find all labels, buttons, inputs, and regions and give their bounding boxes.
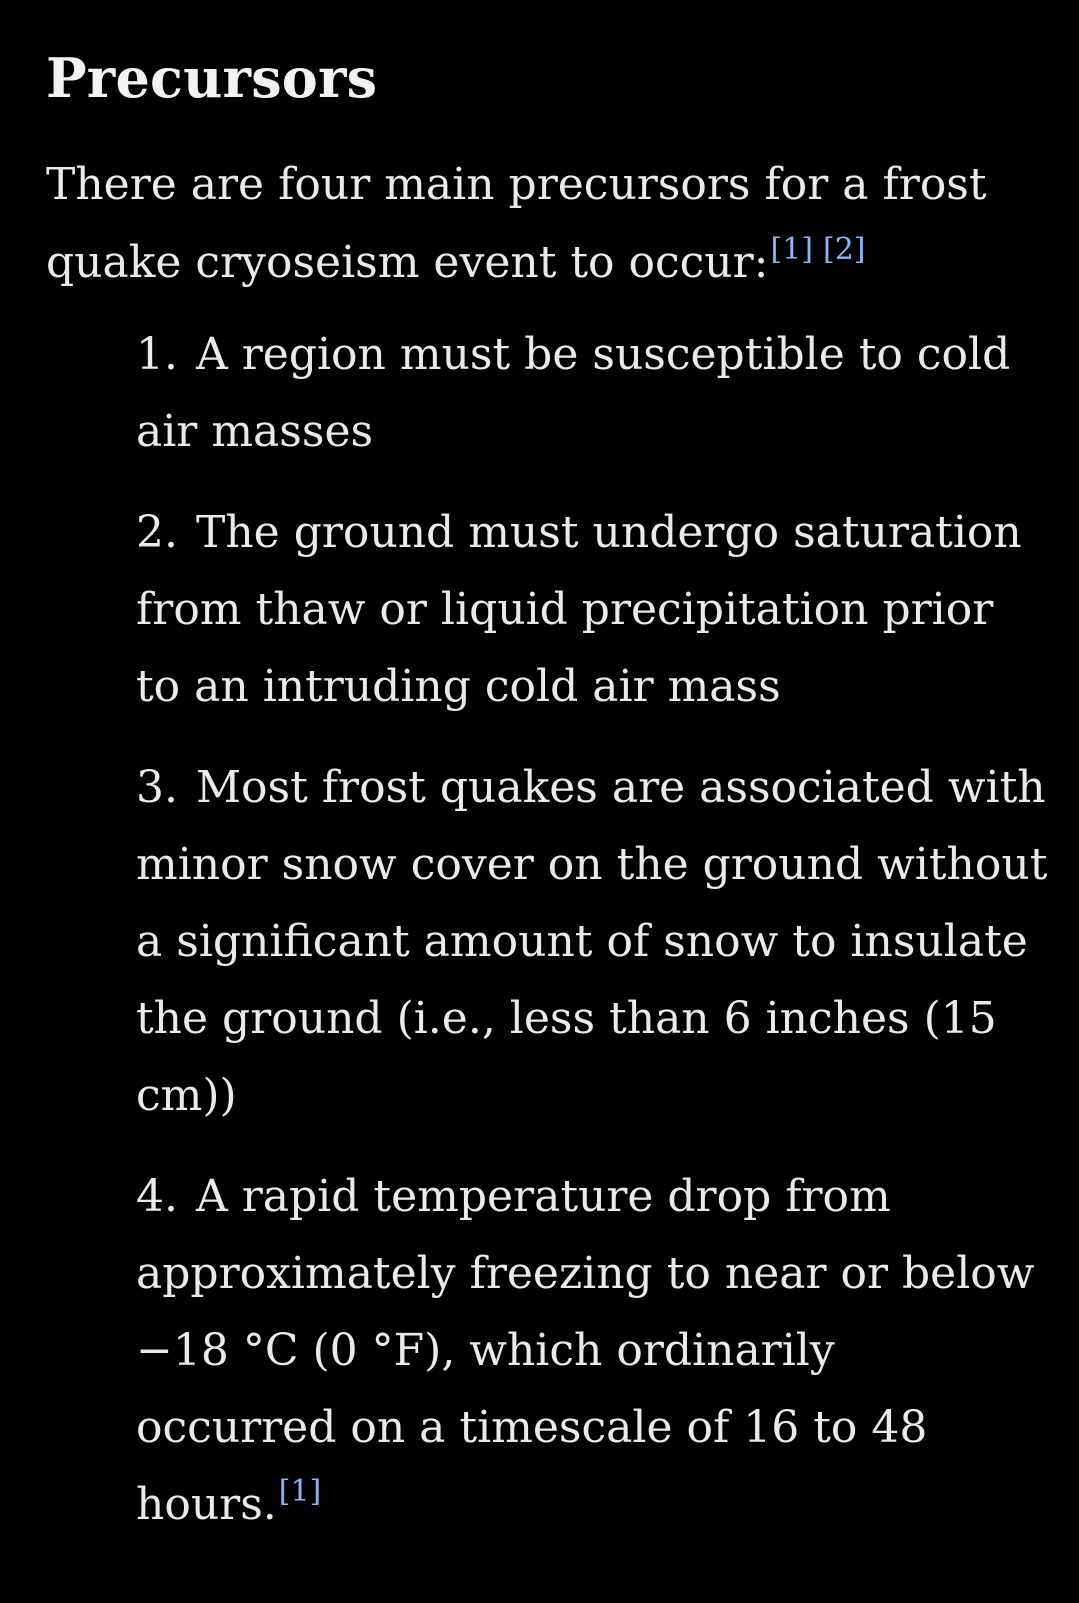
list-item: [136, 1158, 1049, 1543]
list-item-text: A rapid temperature drop from approximately freezing to near or below −18 °C (0 °F), which ordinarily occurred on a timescale of 16 to 48 hours.: [136, 1171, 1035, 1530]
intro-paragraph: [46, 146, 1049, 302]
citation-link-2[interactable]: [2]: [823, 232, 866, 268]
list-item-number: 1.: [136, 329, 178, 380]
list-item-number: 4.: [136, 1171, 178, 1222]
intro-text: There are four main precursors for a frost quake cryoseism event to occur:: [46, 159, 987, 288]
list-item: [136, 316, 1049, 470]
list-item-text: A region must be susceptible to cold air masses: [136, 329, 1011, 457]
list-item-text: Most frost quakes are associated with minor snow cover on the ground without a significant amount of snow to insulate the ground (i.e., less than 6 inches (15 cm)): [136, 762, 1048, 1121]
list-item-number: 2.: [136, 507, 178, 558]
list-item: [136, 749, 1049, 1134]
citation-group: [769, 232, 866, 267]
citation-group: [277, 1474, 322, 1509]
list-item-text: The ground must undergo saturation from thaw or liquid precipitation prior to an intruding cold air mass: [136, 507, 1022, 712]
section-title: Precursors: [46, 46, 378, 110]
list-item: [136, 494, 1049, 725]
citation-link-1[interactable]: [1]: [278, 1474, 322, 1510]
list-item-number: 3.: [136, 762, 178, 813]
citation-link-1[interactable]: [1]: [770, 232, 813, 268]
precursor-list: [46, 316, 1049, 1543]
